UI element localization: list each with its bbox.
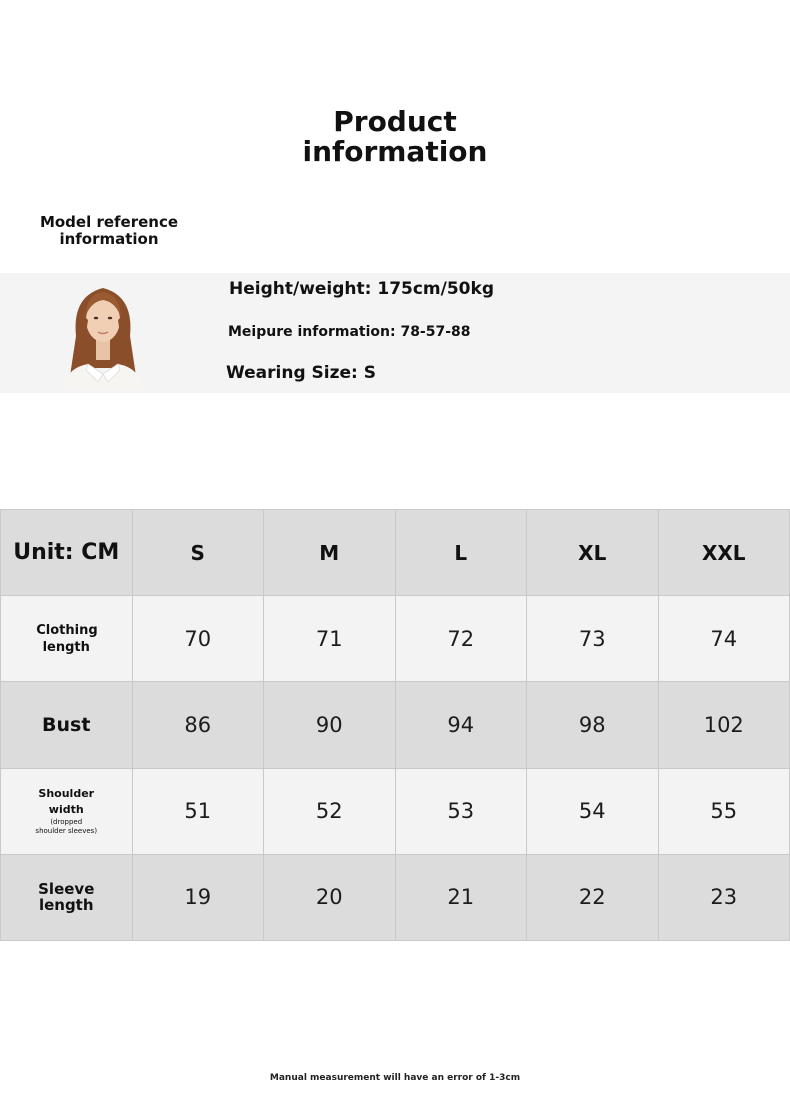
value-cell [658, 596, 790, 682]
value: 54 [578, 799, 606, 824]
size-header: L [454, 540, 468, 565]
value-cell [527, 768, 659, 854]
value: 98 [578, 712, 606, 737]
value-cell [527, 682, 659, 768]
table-row [1, 682, 790, 768]
title-line-1: Product [333, 105, 457, 138]
page-title [0, 107, 790, 167]
value: 52 [315, 799, 343, 824]
value: 73 [578, 626, 606, 651]
size-header-row [1, 510, 790, 596]
value-cell [132, 596, 264, 682]
value: 53 [447, 799, 475, 824]
value: 21 [447, 885, 475, 910]
value-cell [395, 768, 527, 854]
value: 94 [447, 712, 475, 737]
value-cell [527, 854, 659, 940]
size-header-cell [132, 510, 264, 596]
value: 19 [184, 885, 212, 910]
size-header-cell [658, 510, 790, 596]
value: 90 [315, 712, 343, 737]
value-cell [658, 682, 790, 768]
value-cell [658, 854, 790, 940]
title-line-2: information [302, 135, 488, 168]
size-header: XXL [701, 540, 746, 565]
row-label-cell [1, 596, 133, 682]
value-cell [527, 596, 659, 682]
value-cell [395, 596, 527, 682]
value: 86 [184, 712, 212, 737]
model-height-weight: Height/weight: 175cm/50kg [229, 279, 494, 299]
value: 20 [315, 885, 343, 910]
size-table [0, 509, 790, 941]
value: 51 [184, 799, 212, 824]
size-header-cell [264, 510, 396, 596]
row-label-cell [1, 682, 133, 768]
value-cell [264, 596, 396, 682]
size-header-cell [527, 510, 659, 596]
model-photo [58, 276, 148, 390]
model-heading-line-1: Model reference [39, 213, 179, 231]
value: 55 [710, 799, 738, 824]
row-label-cell [1, 768, 133, 854]
value: 71 [315, 626, 343, 651]
value-cell [395, 682, 527, 768]
size-header: M [319, 540, 340, 565]
row-label: Clothing length [36, 622, 98, 655]
value: 72 [447, 626, 475, 651]
value: 23 [710, 885, 738, 910]
size-header: XL [578, 540, 607, 565]
table-row [1, 768, 790, 854]
value: 74 [710, 626, 738, 651]
value: 70 [184, 626, 212, 651]
value: 102 [703, 712, 744, 737]
table-row [1, 854, 790, 940]
model-reference-heading [20, 214, 198, 248]
value-cell [264, 854, 396, 940]
row-label-cell [1, 854, 133, 940]
value-cell [132, 854, 264, 940]
value-cell [395, 854, 527, 940]
value-cell [132, 768, 264, 854]
size-header: S [190, 540, 205, 565]
model-info-band [0, 273, 790, 393]
value: 22 [578, 885, 606, 910]
table-row [1, 596, 790, 682]
value-cell [132, 682, 264, 768]
unit-label: Unit: CM [13, 540, 120, 566]
model-heading-line-2: information [59, 230, 159, 248]
value-cell [264, 768, 396, 854]
value-cell [264, 682, 396, 768]
unit-cell [1, 510, 133, 596]
value-cell [658, 768, 790, 854]
row-label: Bust [42, 713, 91, 736]
row-label-note: (dropped shoulder sleeves) [35, 818, 98, 836]
size-header-cell [395, 510, 527, 596]
row-label: Shoulder width [38, 787, 95, 817]
model-meipure-info: Meipure information: 78-57-88 [228, 324, 471, 340]
row-label: Sleeve length [38, 879, 95, 914]
measurement-note: Manual measurement will have an error of 1-3cm [269, 1073, 521, 1083]
model-wearing-size: Wearing Size: S [226, 363, 377, 383]
